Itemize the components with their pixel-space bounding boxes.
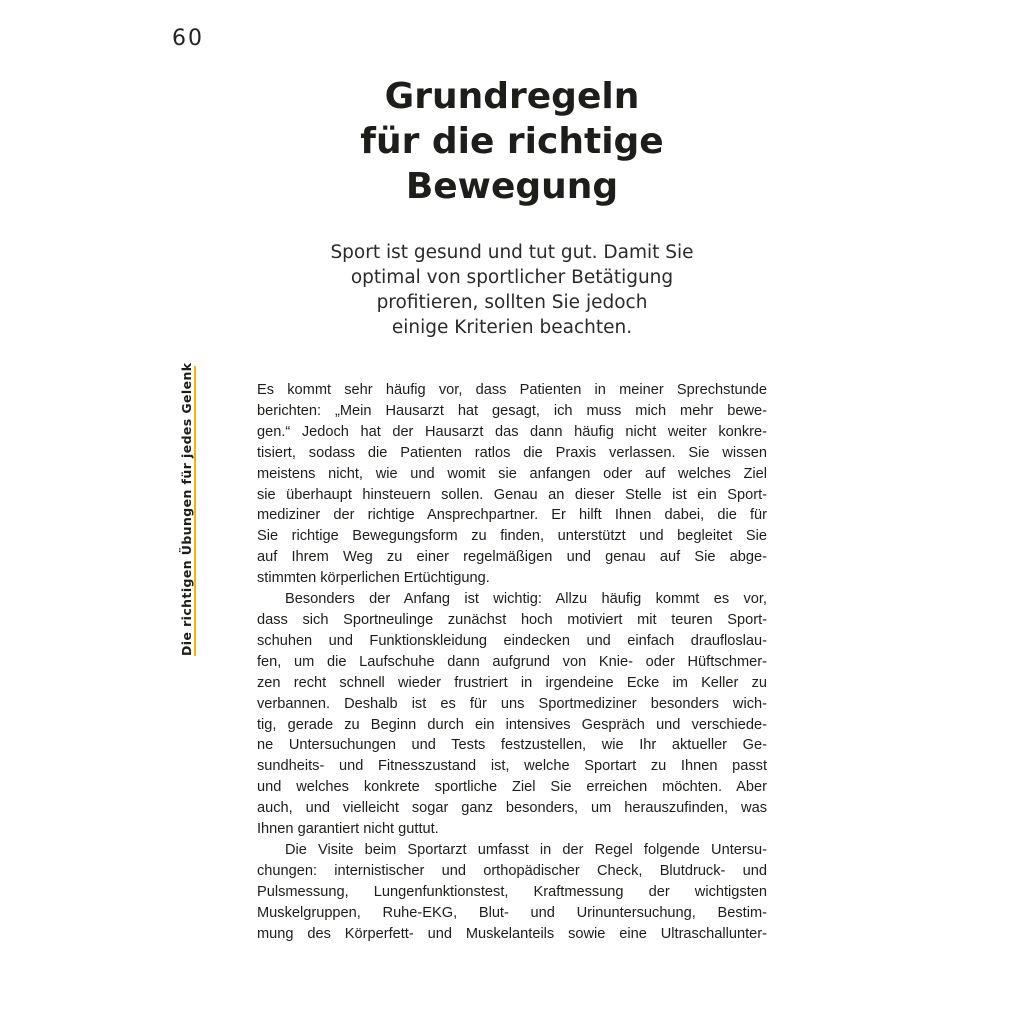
body-line: stimmten körperlichen Ertüchtigung. [257, 570, 490, 587]
body-line: verbannen. Deshalb ist es für uns Sportmediziner besonders wich- [257, 695, 767, 712]
body-line: Ihnen garantiert nicht guttut. [257, 821, 439, 838]
body-line: mung des Körperfett- und Muskelanteils sowie eine Ultraschallunter- [257, 925, 767, 942]
page-title [262, 74, 762, 209]
body-line: sundheits- und Fitnesszustand ist, welche Sportart zu Ihnen passt [257, 758, 767, 775]
page-number: 60 [172, 26, 204, 51]
body-line: Die Visite beim Sportarzt umfasst in der Regel folgende Untersu- [285, 841, 767, 858]
intro-line: Sport ist gesund und tut gut. Damit Sie [330, 242, 694, 263]
body-line: fen, um die Laufschuhe dann aufgrund von Knie- oder Hüftschmer- [257, 653, 767, 670]
body-line: chungen: internistischer und orthopädischer Check, Blutdruck- und [257, 862, 767, 879]
title-line: Bewegung [405, 166, 619, 207]
body-line: auf Ihrem Weg zu einer regelmäßigen und genau auf Sie abge- [257, 549, 767, 566]
title-line: für die richtige [360, 121, 664, 162]
body-line: Muskelgruppen, Ruhe-EKG, Blut- und Urinuntersuchung, Bestim- [257, 904, 767, 921]
body-line: Sie richtige Bewegungsform zu finden, unterstützt und begleitet Sie [257, 528, 767, 545]
title-line: Grundregeln [384, 76, 640, 117]
body-line: Pulsmessung, Lungenfunktionstest, Kraftmessung der wichtigsten [257, 883, 767, 900]
intro-line: optimal von sportlicher Betätigung [350, 267, 674, 288]
body-line: tig, gerade zu Beginn durch ein intensives Gespräch und verschiede- [257, 716, 767, 733]
body-line: tisiert, sodass die Patienten ratlos die Praxis verlassen. Sie wissen [257, 444, 767, 461]
body-line: Besonders der Anfang ist wichtig: Allzu häufig kommt es vor, [285, 591, 767, 608]
body-text [257, 380, 767, 944]
body-line: auch, und vielleicht sogar ganz besonders, um herauszufinden, was [257, 800, 767, 817]
body-line: ne Untersuchungen und Tests festzustellen, wie Ihr aktueller Ge- [257, 737, 767, 754]
chapter-side-label: Die richtigen Übungen für jedes Gelenk [179, 362, 194, 656]
body-line: Es kommt sehr häufig vor, dass Patienten in meiner Sprechstunde [257, 382, 767, 398]
body-line: zen recht schnell wieder frustriert in irgendeine Ecke im Keller zu [257, 674, 767, 691]
intro-line: einige Kriterien beachten. [391, 317, 633, 338]
body-line: dass sich Sportneulinge zunächst hoch motiviert mit teuren Sport- [257, 611, 767, 628]
body-line: gen.“ Jedoch hat der Hausarzt das dann häufig nicht weiter konkre- [257, 423, 767, 440]
body-line: mediziner der richtige Ansprechpartner. Er hilft Ihnen dabei, die für [257, 507, 767, 524]
intro-line: profitieren, sollten Sie jedoch [376, 292, 648, 313]
body-line: berichten: „Mein Hausarzt hat gesagt, ich muss mich mehr bewe- [257, 402, 767, 419]
intro-paragraph [262, 240, 762, 340]
body-line: meistens nicht, wie und womit sie anfangen oder auf welches Ziel [257, 465, 767, 482]
body-line: schuhen und Funktionskleidung eindecken und einfach draufloslau- [257, 632, 767, 649]
body-line: sie überhaupt hinsteuern sollen. Genau an dieser Stelle ist ein Sport- [257, 486, 767, 503]
body-line: und welches konkrete sportliche Ziel Sie erreichen möchten. Aber [257, 779, 767, 796]
